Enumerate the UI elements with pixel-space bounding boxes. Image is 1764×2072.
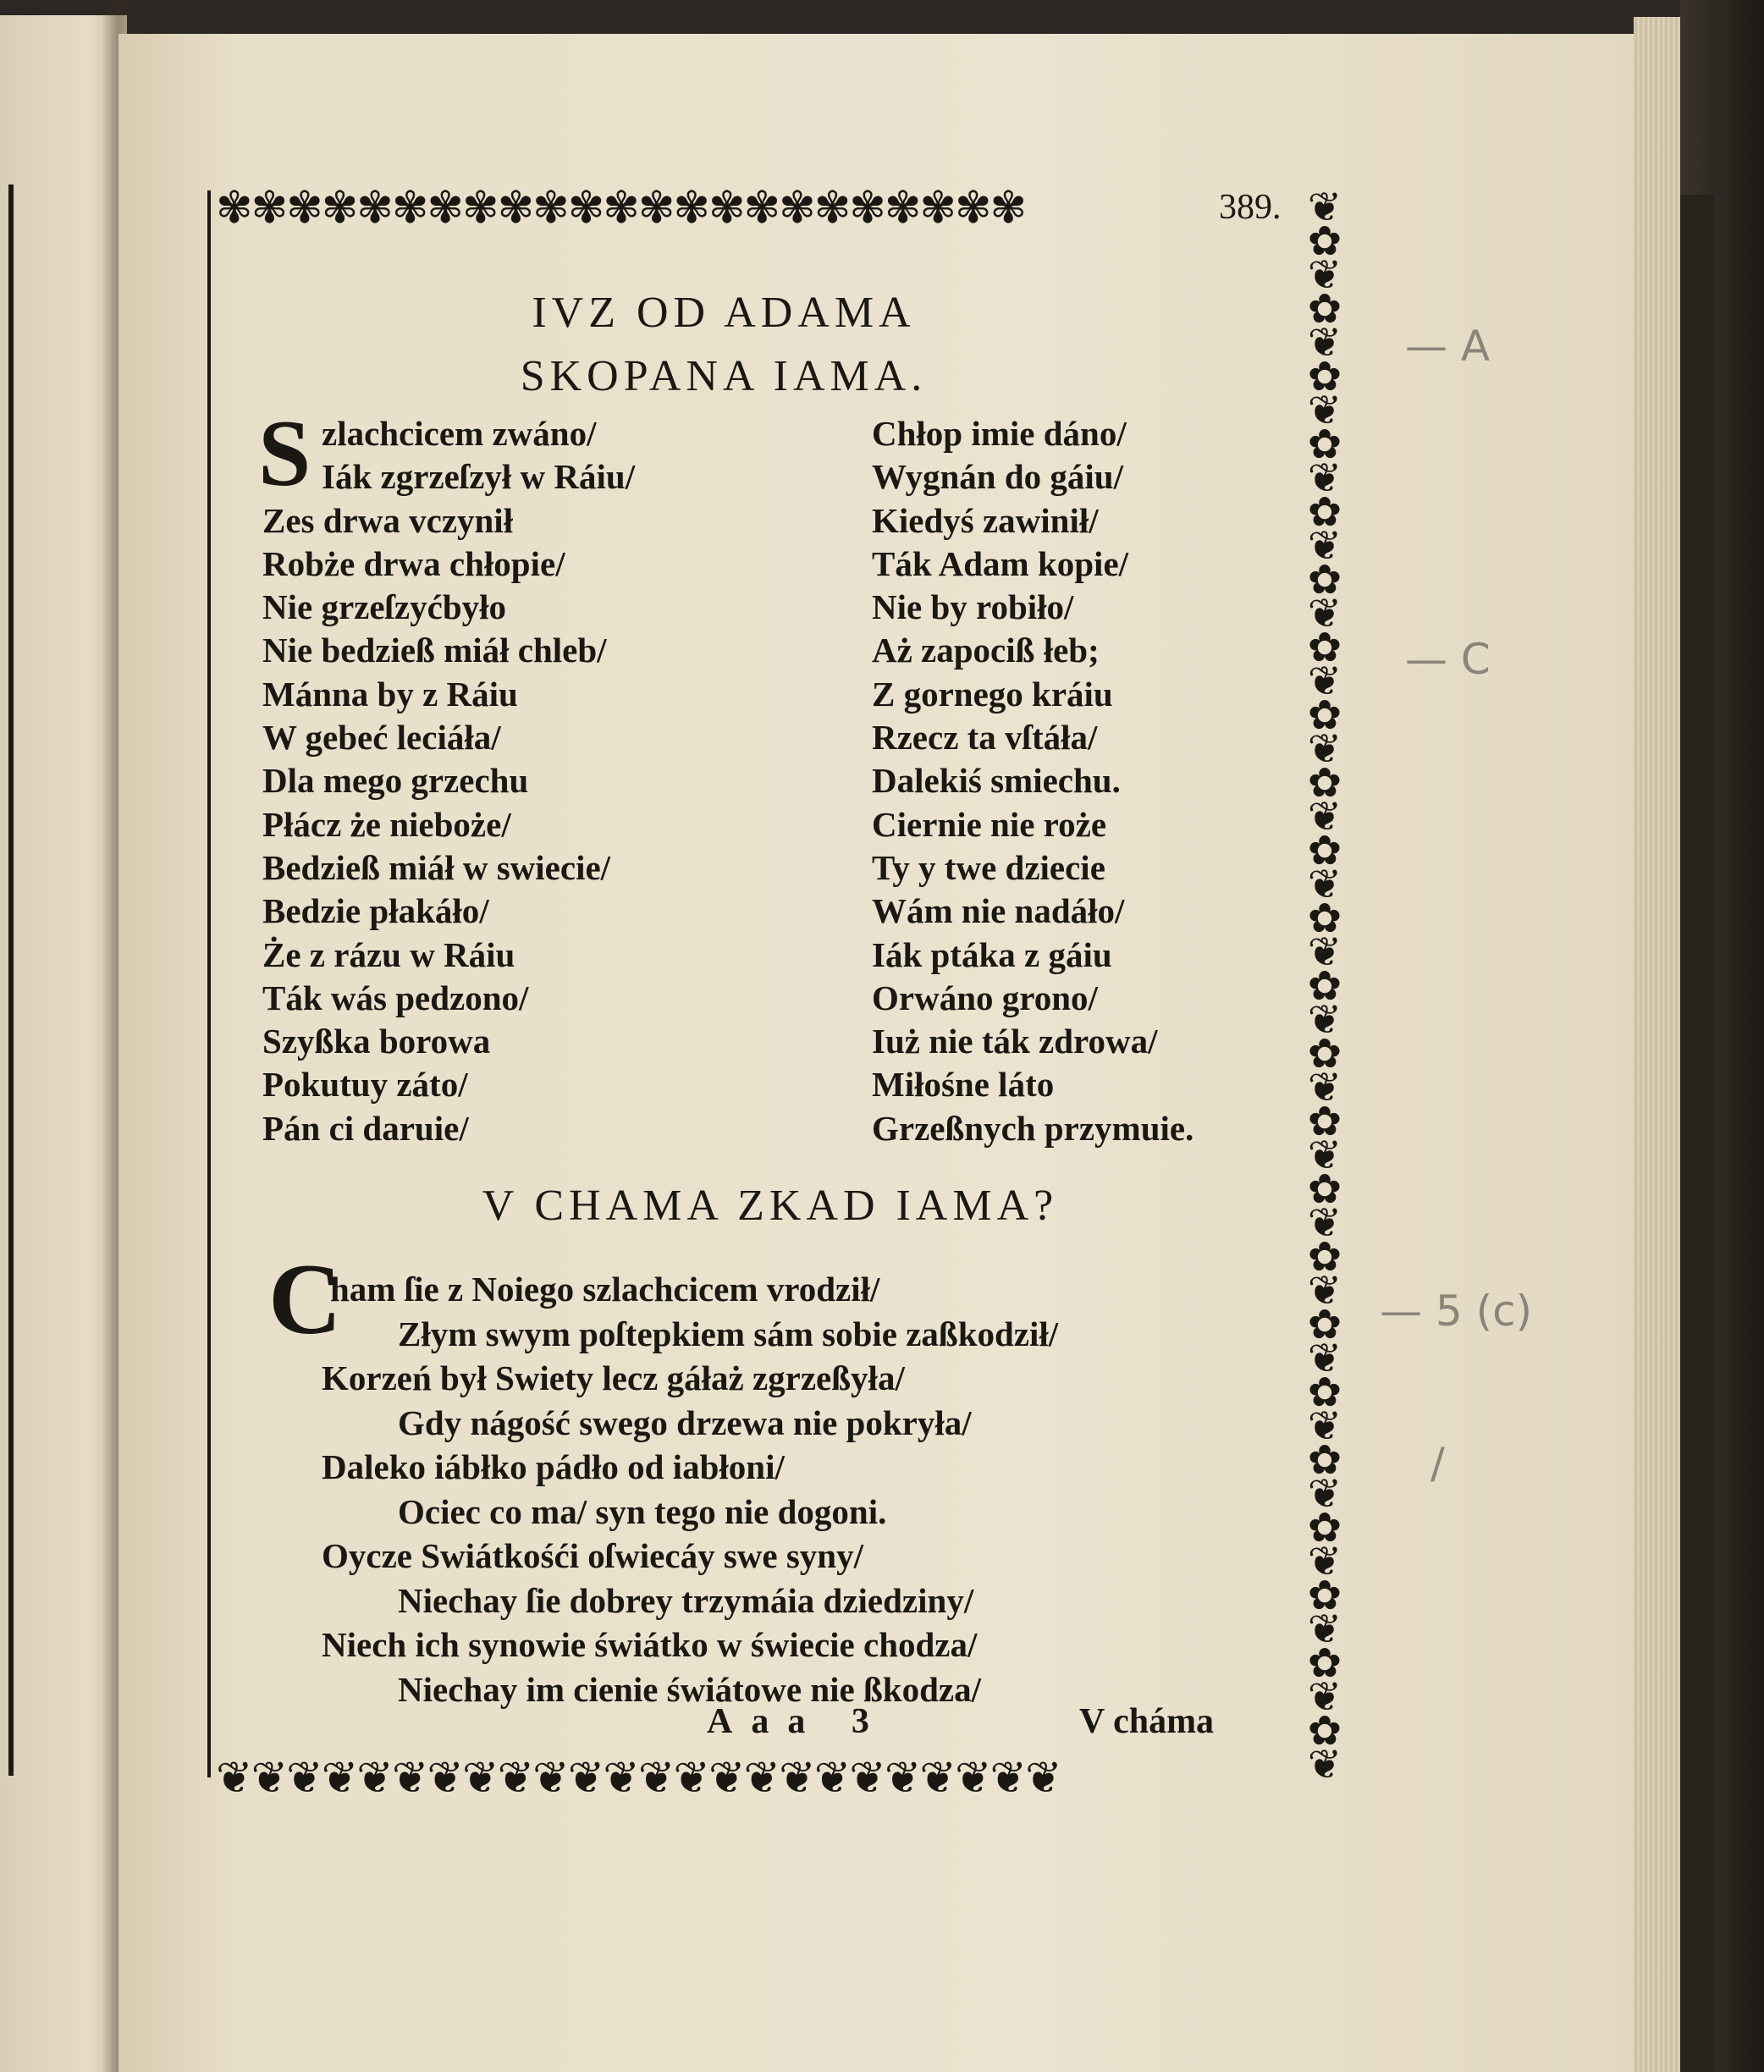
margin-note-c: — C xyxy=(1405,635,1491,684)
frame-left-rule xyxy=(207,190,211,1777)
right-ornament-border: ❦ ✿ ❦ ✿ ❦ ✿ ❦ ✿ ❦ ✿ ❦ ✿ ❦ ✿ ❦ ✿ ❦ ✿ ❦ ✿ ❦ ✿ ❦ ✿ ❦ ✿ ❦ ✿ ❦ ✿ ❦ ✿ ❦ ✿ ❦ ✿ ❦ ✿ ❦ ✿ ❦ ✿ ❦ ✿ ❦ ✿ ❦ xyxy=(1307,190,1342,1788)
verse-line: Orwáno grono/ xyxy=(872,978,1098,1017)
verse-line: Zes drwa vczynił xyxy=(262,500,514,540)
verse-line: Złym swym poſtepkiem sám sobie zaßkodził/ xyxy=(398,1314,1059,1353)
poem-title-line-2: SKOPANA IAMA. xyxy=(520,352,928,400)
verse-line: Ták wás pedzono/ xyxy=(262,978,529,1017)
verse-line: Wygnán do gáiu/ xyxy=(872,457,1123,497)
second-poem-title: V CHAMA ZKAD IAMA? xyxy=(482,1182,1059,1230)
verse-line: Bedzieß miáł w swiecie/ xyxy=(262,847,611,887)
verse-line: Pán ci daruie/ xyxy=(262,1108,469,1148)
verse-line: Miłośne láto xyxy=(872,1065,1055,1105)
verse-line: Pokutuy záto/ xyxy=(262,1065,468,1105)
signature-mark: Aaa 3 xyxy=(707,1702,888,1741)
verse-line: Iák zgrzeſzył w Ráiu/ xyxy=(322,457,636,497)
verse-line: Korzeń był Swiety lecz gáłaż zgrzeßyła/ xyxy=(322,1358,905,1397)
verse-line: Nie bedzieß miáł chleb/ xyxy=(262,631,607,670)
poem-title-line-1: IVZ OD ADAMA xyxy=(532,289,916,337)
verse-line: Aż zapociß łeb; xyxy=(872,631,1100,670)
verse-line: Chłop imie dáno/ xyxy=(872,414,1127,453)
book-cover xyxy=(1680,0,1764,2072)
verse-line: Niechay im cienie świátowe nie ßkodza/ xyxy=(398,1669,981,1709)
verse-line: Dla mego grzechu xyxy=(262,761,529,801)
verse-line: Z gornego kráiu xyxy=(872,674,1113,714)
poem2-body xyxy=(322,1267,1058,1711)
catchword: V cháma xyxy=(1079,1702,1215,1741)
verse-line: Że z rázu w Ráiu xyxy=(262,934,515,974)
margin-note-5c: — 5 (c) xyxy=(1380,1287,1533,1336)
verse-line: Robże drwa chłopie/ xyxy=(262,543,565,583)
verse-line: Rzecz ta vſtáła/ xyxy=(872,718,1098,758)
verse-line: Oycze Swiátkośći oſwiecáy swe syny/ xyxy=(322,1536,863,1575)
verse-line: Ty y twe dziecie xyxy=(872,847,1105,887)
drop-cap-c: C xyxy=(268,1243,342,1355)
verse-line: Ták Adam kopie/ xyxy=(872,543,1129,583)
verse-line: Szyßka borowa xyxy=(262,1022,491,1061)
verse-line: Dalekiś smiechu. xyxy=(872,761,1121,801)
verse-line: Niech ich synowie świátko w świecie chodza/ xyxy=(322,1625,978,1664)
verse-line: Grzeßnych przymuie. xyxy=(872,1108,1194,1148)
verse-line: Nie by robiło/ xyxy=(872,587,1074,627)
verse-line: Mánna by z Ráiu xyxy=(262,674,518,714)
margin-note-a: — A xyxy=(1405,322,1491,371)
poem1-left-column xyxy=(262,412,635,1150)
page-number: 389. xyxy=(1219,188,1282,227)
verse-line: ham ſie z Noiego szlachcicem vrodził/ xyxy=(330,1270,880,1309)
poem1-right-column xyxy=(872,412,1193,1150)
verse-line: Kiedyś zawinił/ xyxy=(872,500,1099,540)
verse-line: Iuż nie ták zdrowa/ xyxy=(872,1022,1158,1061)
verse-line: zlachcicem zwáno/ xyxy=(322,414,597,453)
top-ornament-border: ✾✾✾✾✾✾✾✾✾✾✾✾✾✾✾✾✾✾✾✾✾✾✾ xyxy=(216,186,1026,230)
cover-board xyxy=(1680,195,1714,2072)
verse-line: Gdy nágość swego drzewa nie pokryła/ xyxy=(398,1402,972,1442)
verse-line: Płácz że nieboże/ xyxy=(262,804,511,844)
verse-line: Ociec co ma/ syn tego nie dogoni. xyxy=(398,1491,887,1531)
bottom-ornament-border: ❦❦❦❦❦❦❦❦❦❦❦❦❦❦❦❦❦❦❦❦❦❦❦❦ xyxy=(216,1756,1061,1800)
verse-line: Iák ptáka z gáiu xyxy=(872,934,1112,974)
drop-cap-s: S xyxy=(258,401,311,506)
printed-frame xyxy=(207,186,1359,1800)
verse-line: Wám nie nadáło/ xyxy=(872,891,1125,931)
verse-line: Ciernie nie roże xyxy=(872,804,1107,844)
facing-page-rule xyxy=(0,185,14,1776)
verse-line: Daleko iábłko pádło od iabłoni/ xyxy=(322,1447,785,1486)
verse-line: Bedzie płakáło/ xyxy=(262,891,489,931)
verse-line: Niechay ſie dobrey trzymáia dziedziny/ xyxy=(398,1580,974,1620)
verse-line: W gebeć leciáła/ xyxy=(262,718,501,758)
verse-line: Nie grzeſzyćbyło xyxy=(262,587,507,627)
margin-note-stroke: / xyxy=(1430,1439,1445,1488)
page-edges xyxy=(1634,17,1683,2072)
